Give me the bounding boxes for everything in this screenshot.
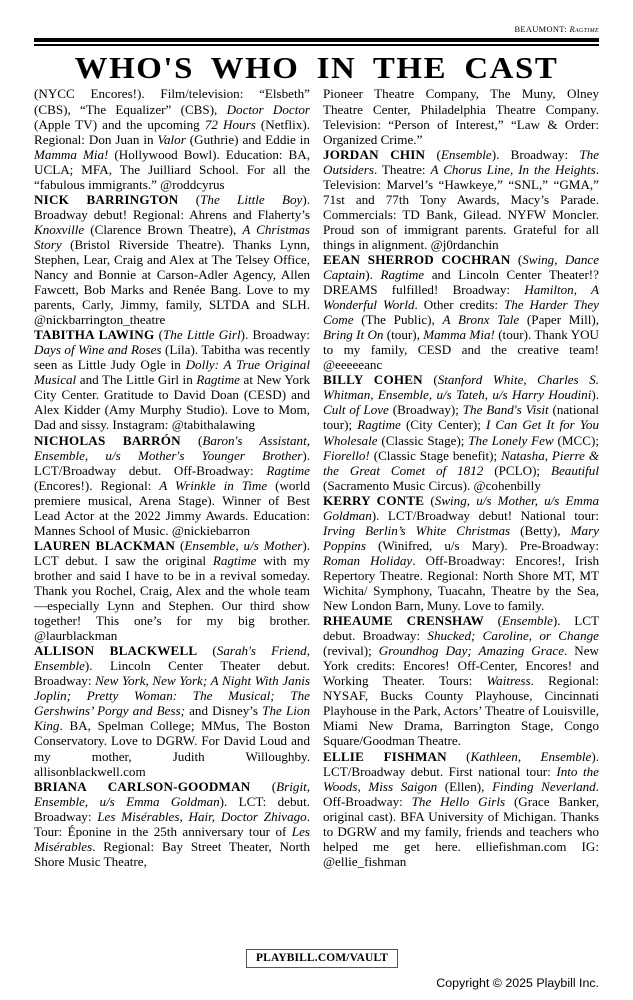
page-title: WHO'S WHO IN THE CAST <box>74 49 559 85</box>
header-rule-thin <box>34 44 599 46</box>
playbill-vault-badge[interactable]: PLAYBILL.COM/VAULT <box>246 949 398 968</box>
column-right <box>323 86 599 868</box>
cast-bio-entry: NICK BARRINGTON (The Little Boy). Broadway debut! Regional: Ahrens and Flaherty’s Knoxville (Clarence Brown Theatre), A Christmas Story (Bristol Riverside Theatre). Thanks Lynn, Stephen, Lear, Craig and Alex at The Telsey Office, Nancy and Bonnie at Carson-Adler Agency, Allen Fawcett, Bob Marks and Renée Bang. Love to my parents, Carly, Jimmy, family, SLTDA and SLH. @nickbarrington_theatre <box>34 191 310 328</box>
cast-bio-entry: RHEAUME CRENSHAW (Ensemble). LCT debut. Broadway: Shucked; Caroline, or Change (revival); Groundhog Day; Amazing Grace. New York credits: Encores! Off-Center, Encores! and Working Theater. Tours: Waitress. Regional: NYSAF, Bucks County Playhouse, Cincinnati Playhouse in the Park, Actors’ Theatre of Louisville, Miami New Drama, Barrington Stage, Congo Square/Goodman Theatre. <box>323 613 599 749</box>
cast-bio-entry: JORDAN CHIN (Ensemble). Broadway: The Outsiders. Theatre: A Chorus Line, In the Heights. Television: Marvel’s “Hawkeye,” “SNL,” “GMA,” 71st and 77th Tony Awards, Macy’s Parade. Commercials: TD Bank, Gilead. NYFW Moncler. Proud son of immigrant parents. Grateful for all things in alignment. @j0rdanchin <box>323 146 599 252</box>
cast-bio-continuation: (NYCC Encores!). Film/television: “Elsbeth” (CBS), “The Equalizer” (CBS), Doctor Doctor (Apple TV) and the upcoming 72 Hours (Netflix). Regional: Don Juan in Valor (Guthrie) and Eddie in Mamma Mia! (Hollywood Bowl). Education: BA, UCLA; MFA, The Juilliard School. For all the “fabulous immigrants.” @roddcyrus <box>34 86 311 192</box>
body-columns <box>34 86 599 868</box>
cast-bio-entry: ELLIE FISHMAN (Kathleen, Ensemble). LCT/Broadway debut. First national tour: Into the Woods, Miss Saigon (Ellen), Finding Neverland. Off-Broadway: The Hello Girls (Grace Banker, original cast). BFA University of Michigan. Thanks to DGRW and my family, friends and teachers who helped me get here. elliefishman.com IG: @ellie_fishman <box>323 748 599 869</box>
cast-bio-entry: TABITHA LAWING (The Little Girl). Broadway: Days of Wine and Roses (Lila). Tabitha was recently seen as Little Judy Ogle in Dolly: A True Original Musical and The Little Girl in Ragtime at New York City Center. Gratitude to David Doan (CESD) and Alex Kidder (Amy Murphy Studio). Love to Mom, Dad and sissy. Instagram: @tabithalawing <box>34 327 311 433</box>
cast-bio-entry: LAUREN BLACKMAN (Ensemble, u/s Mother). LCT debut. I saw the original Ragtime with my brother and said I have to be in a revival someday. Thank you Rochel, Craig, Alex and the whole team—especially Lynn and Stephen. Our third show together! This one’s for my big brother. @laurblackman <box>34 537 310 644</box>
cast-bio-entry: NICHOLAS BARRÓN (Baron's Assistant, Ensemble, u/s Mother's Younger Brother). LCT/Broadway debut. Off-Broadway: Ragtime (Encores!). Regional: A Wrinkle in Time (world premiere musical, Arena Stage). Winner of Best Lead Actor at the 2022 Jimmy Awards. Education: Mannes School of Music. @nickiebarron <box>34 432 310 538</box>
column-left <box>34 86 310 868</box>
copyright-notice: Copyright © 2025 Playbill Inc. <box>436 976 599 990</box>
running-head-venue: BEAUMONT: <box>514 25 567 34</box>
cast-bio-entry: BILLY COHEN (Stanford White, Charles S. Whitman, Ensemble, u/s Tateh, u/s Harry Houdini). Cult of Love (Broadway); The Band's Visit (national tour); Ragtime (City Center); I Can Get It for You Wholesale (Classic Stage); The Lonely Few (MCC); Fiorello! (Classic Stage benefit); Natasha, Pierre & the Great Comet of 1812 (PCLO); Beautiful (Sacramento Music Circus). @cohenbilly <box>323 372 600 493</box>
running-head-show-title: Ragtime <box>569 25 599 34</box>
cast-bio-continuation: Pioneer Theatre Company, The Muny, Olney Theatre Center, Philadelphia Theatre Company. Television: “Person of Interest,” “Law & Order: Organized Crime.” <box>323 86 599 147</box>
cast-bio-entry: ALLISON BLACKWELL (Sarah's Friend, Ensemble). Lincoln Center Theater debut. Broadway: New York, New York; A Night With Janis Joplin; Pretty Woman: The Musical; The Gershwins’ Porgy and Bess; and Disney’s The Lion King. BA, Spelman College; MMus, The Boston Conservatory. Love to DGRW. For David Loud and my mother, Judith Willoughby. allisonblackwell.com <box>34 643 310 779</box>
cast-bio-entry: BRIANA CARLSON-GOODMAN (Brigit, Ensemble, u/s Emma Goldman). LCT: debut. Broadway: Les Misérables, Hair, Doctor Zhivago. Tour: Éponine in the 25th anniversary tour of Les Misérables. Regional: Bay Street Theater, North Shore Music Theatre, <box>34 778 310 869</box>
cast-bio-entry: EEAN SHERROD COCHRAN (Swing, Dance Captain). Ragtime and Lincoln Center Theater!? DREAMS fulfilled! Broadway: Hamilton, A Wonderful World. Other credits: The Harder They Come (The Public), A Bronx Tale (Paper Mill), Bring It On (tour), Mamma Mia! (tour). Thank YOU to my family, CESD and the creative team! @eeeeeanc <box>323 251 600 373</box>
cast-bio-entry: KERRY CONTE (Swing, u/s Mother, u/s Emma Goldman). LCT/Broadway debut! National tour: Irving Berlin’s White Christmas (Betty), Mary Poppins (Winifred, u/s Mary). Pre-Broadway: Roman Holiday. Off-Broadway: Encores!, Irish Repertory Theatre. Regional: North Shore MT, MT Wichita/ Symphony, Tuacahn, Theatre by the Sea, New London Barn, Muny. Love to family. <box>323 492 599 614</box>
running-head <box>34 0 599 34</box>
